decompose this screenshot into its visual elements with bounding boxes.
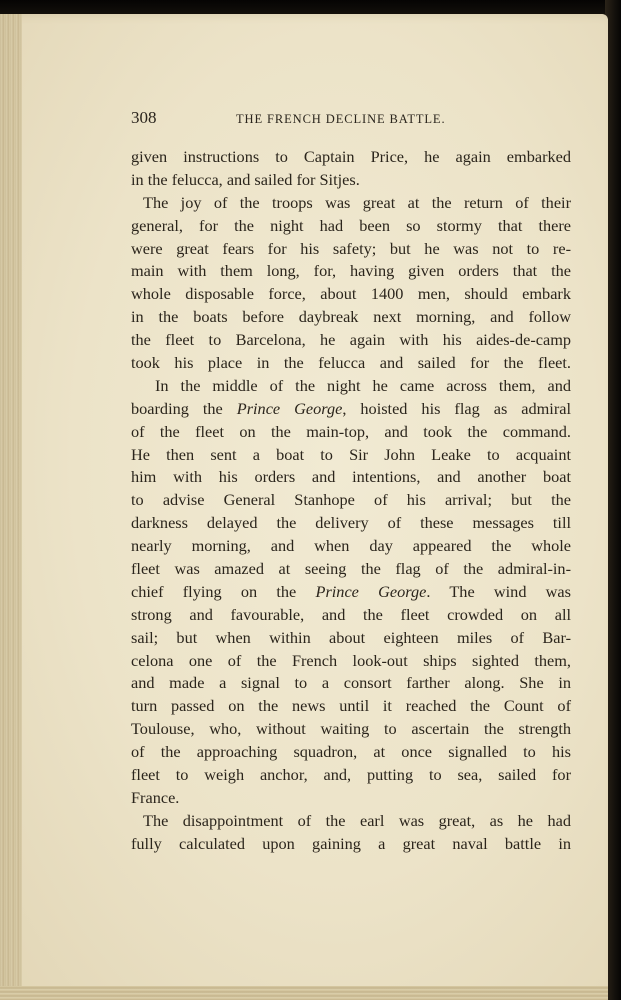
page-header (131, 108, 571, 132)
text-line: celona one of the French look-out ships sighted them, (131, 650, 571, 670)
text-line: strong and favourable, and the fleet crowded on all (131, 604, 571, 624)
page-edges-bottom (0, 986, 608, 1000)
text-line: chief flying on the Prince George. The wind was (131, 581, 571, 601)
text-line: whole disposable force, about 1400 men, should embark (131, 284, 571, 304)
text-line: turn passed on the news until it reached the Count of (131, 696, 571, 716)
text-line: fully calculated upon gaining a great naval battle in (131, 833, 571, 853)
text-line: in the felucca, and sailed for Sitjes. (131, 169, 360, 189)
text-line: nearly morning, and when day appeared the whole (131, 536, 571, 556)
page-edges-left (0, 14, 22, 1000)
text-line: took his place in the felucca and sailed for the fleet. (131, 353, 571, 373)
text-line: in the boats before daybreak next morning, and follow (131, 307, 571, 327)
text-line: him with his orders and intentions, and another boat (131, 467, 571, 487)
text-line: of the approaching squadron, at once signalled to his (131, 742, 571, 762)
text-line: the fleet to Barcelona, he again with his aides-de-camp (131, 330, 571, 350)
text-line: darkness delayed the delivery of these messages till (131, 513, 571, 533)
text-line: boarding the Prince George, hoisted his flag as admiral (131, 398, 571, 418)
text-line: The joy of the troops was great at the return of their (143, 192, 571, 212)
text-line: and made a signal to a consort farther along. She in (131, 673, 571, 693)
text-line: main with them long, for, having given orders that the (131, 261, 571, 281)
text-line: to advise General Stanhope of his arrival; but the (131, 490, 571, 510)
text-line: fleet to weigh anchor, and, putting to sea, sailed for (131, 765, 571, 785)
text-line: Toulouse, who, without waiting to ascertain the strength (131, 719, 571, 739)
text-line: fleet was amazed at seeing the flag of the admiral-in- (131, 559, 571, 579)
text-line: The disappointment of the earl was great, as he had (143, 810, 571, 830)
text-line: He then sent a boat to Sir John Leake to acquaint (131, 444, 571, 464)
text-line: were great fears for his safety; but he was not to re- (131, 238, 571, 258)
page-number: 308 (131, 108, 157, 127)
running-head: THE FRENCH DECLINE BATTLE. (236, 112, 446, 126)
text-line: In the middle of the night he came across them, and (155, 375, 571, 395)
text-line: general, for the night had been so stormy that there (131, 215, 571, 235)
body-text (131, 146, 571, 856)
text-line: France. (131, 787, 180, 807)
text-line: given instructions to Captain Price, he again embarked (131, 147, 571, 166)
text-line: sail; but when within about eighteen miles of Bar- (131, 627, 571, 647)
text-line: of the fleet on the main-top, and took the command. (131, 421, 571, 441)
